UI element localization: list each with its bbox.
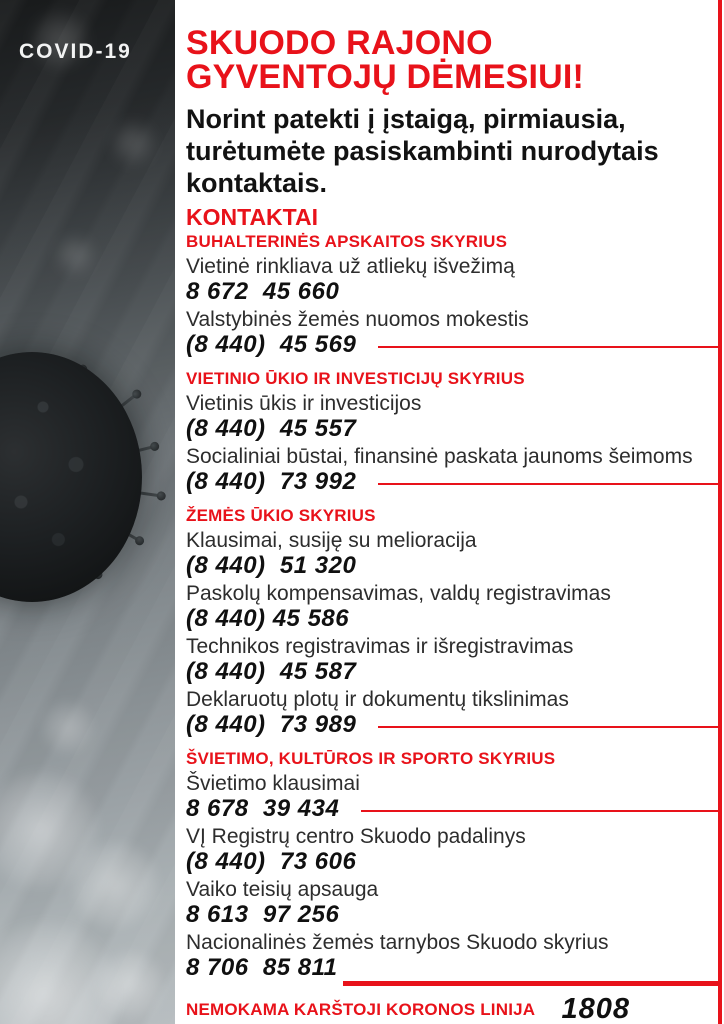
contact-section: [186, 749, 720, 983]
main-content: [186, 26, 720, 983]
contact-label: Klausimai, susiję su melioracija: [186, 529, 477, 552]
section-title: ŽEMĖS ŪKIO SKYRIUS: [186, 506, 376, 525]
contact-phone: (8 440) 45 587: [186, 658, 357, 685]
contact-entry: [186, 581, 720, 634]
phone-row: [186, 902, 720, 930]
phone-row: [186, 955, 720, 983]
contact-entry: [186, 254, 720, 307]
contact-entry: [186, 930, 720, 983]
section-title: VIETINIO ŪKIO IR INVESTICIJŲ SKYRIUS: [186, 369, 525, 388]
contact-phone: (8 440) 45 569: [186, 331, 357, 358]
contact-section: [186, 506, 720, 740]
contact-phone: (8 440) 73 989: [186, 711, 357, 738]
contact-entry: [186, 824, 720, 877]
section-title: BUHALTERINĖS APSKAITOS SKYRIUS: [186, 232, 508, 251]
contact-entry: [186, 307, 720, 360]
phone-row: [186, 416, 720, 444]
bokeh-blob: [40, 700, 95, 755]
contact-phone: 8 613 97 256: [186, 901, 340, 928]
phone-row: [186, 712, 720, 740]
contact-phone: (8 440) 45 557: [186, 415, 357, 442]
hotline-label: NEMOKAMA KARŠTOJI KORONOS LINIJA: [186, 999, 536, 1019]
phone-row: [186, 553, 720, 581]
contact-sections: [186, 232, 720, 983]
phone-row: [186, 796, 720, 824]
bokeh-blob: [110, 120, 156, 166]
section-entries: [186, 391, 720, 497]
phone-row: [186, 606, 720, 634]
intro-text: Norint patekti į įstaigą, pirmiausia, turėtumėte pasiskambinti nurodytais kontaktais.: [186, 104, 659, 198]
contact-entry: [186, 634, 720, 687]
red-divider-line: [361, 810, 720, 812]
contact-section: [186, 232, 720, 360]
red-divider-line: [378, 346, 720, 348]
contact-label: Paskolų kompensavimas, valdų registravimas: [186, 582, 611, 605]
contact-entry: [186, 528, 720, 581]
contact-label: Švietimo klausimai: [186, 772, 360, 795]
contact-label: Deklaruotų plotų ir dokumentų tikslinimas: [186, 688, 569, 711]
section-title: ŠVIETIMO, KULTŪROS IR SPORTO SKYRIUS: [186, 749, 556, 768]
contact-entry: [186, 444, 720, 497]
hotline-footer: [186, 981, 722, 1024]
bokeh-blob: [95, 950, 165, 1020]
red-divider-line: [378, 483, 720, 485]
phone-row: [186, 659, 720, 687]
contact-label: Nacionalinės žemės tarnybos Skuodo skyrius: [186, 931, 609, 954]
page-title-line2: GYVENTOJŲ DĖMESIUI!: [186, 58, 585, 96]
contact-phone: (8 440) 51 320: [186, 552, 357, 579]
contact-phone: (8 440) 45 586: [186, 605, 350, 632]
contact-label: Vaiko teisių apsauga: [186, 878, 379, 901]
contact-phone: 8 706 85 811: [186, 954, 338, 981]
contact-entry: [186, 771, 720, 824]
contact-label: Socialiniai būstai, finansinė paskata jaunoms šeimoms: [186, 445, 693, 468]
bokeh-blob: [55, 235, 95, 275]
contact-label: Vietinė rinkliava už atliekų išvežimą: [186, 255, 515, 278]
covid-19-label: COVID-19: [19, 40, 132, 63]
contact-label: Technikos registravimas ir išregistravimas: [186, 635, 574, 658]
red-divider-line: [378, 726, 720, 728]
phone-row: [186, 332, 720, 360]
contact-label: Vietinis ūkis ir investicijos: [186, 392, 422, 415]
contact-label: VĮ Registrų centro Skuodo padalinys: [186, 825, 526, 848]
contact-entry: [186, 877, 720, 930]
page-title-line1: SKUODO RAJONO: [186, 24, 493, 62]
contacts-heading: KONTAKTAI: [186, 204, 319, 230]
hotline-number: 1808: [561, 993, 630, 1024]
bokeh-blob: [70, 840, 160, 930]
coronavirus-image: [0, 0, 175, 1024]
contact-phone: (8 440) 73 606: [186, 848, 357, 875]
contact-phone: 8 672 45 660: [186, 278, 340, 305]
contact-entry: [186, 687, 720, 740]
contact-phone: 8 678 39 434: [186, 795, 340, 822]
contact-label: Valstybinės žemės nuomos mokestis: [186, 308, 529, 331]
section-entries: [186, 254, 720, 360]
page-title: [186, 26, 720, 94]
phone-row: [186, 469, 720, 497]
contact-entry: [186, 391, 720, 444]
section-entries: [186, 528, 720, 740]
contact-section: [186, 369, 720, 497]
section-entries: [186, 771, 720, 983]
contact-phone: (8 440) 73 992: [186, 468, 357, 495]
phone-row: [186, 279, 720, 307]
red-divider-thick: [343, 981, 722, 986]
phone-row: [186, 849, 720, 877]
